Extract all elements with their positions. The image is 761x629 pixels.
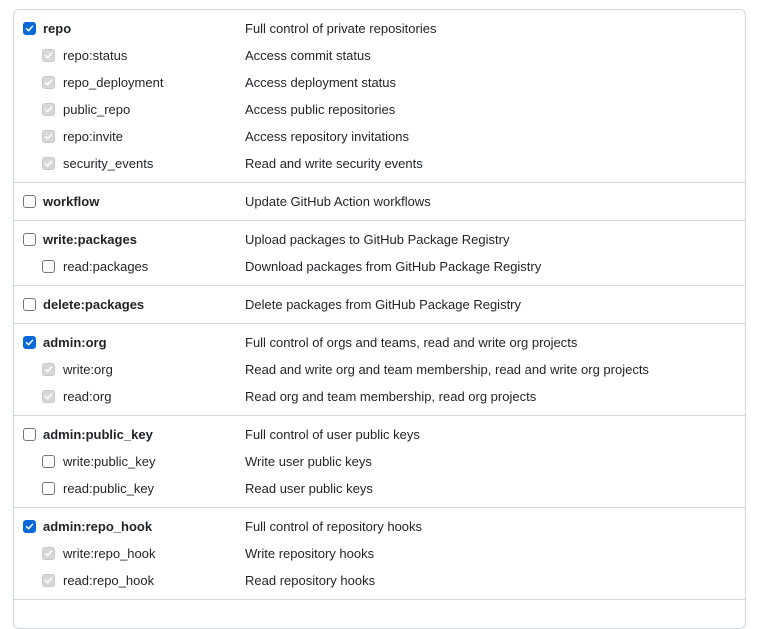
scope-name: admin:public_key — [43, 427, 153, 442]
checkmark-icon — [44, 78, 53, 87]
scope-name: read:org — [63, 389, 112, 404]
checkmark-icon — [44, 105, 53, 114]
scope-name: admin:org — [43, 335, 107, 350]
scope-name: repo:invite — [63, 129, 123, 144]
scope-row — [14, 188, 745, 215]
scope-row — [14, 150, 745, 177]
scope-row — [14, 15, 745, 42]
checkmark-icon — [44, 51, 53, 60]
scope-group — [14, 508, 745, 600]
scope-group — [14, 416, 745, 508]
scope-row — [14, 96, 745, 123]
scope-description: Read and write org and team membership, read and write org projects — [245, 362, 649, 377]
scope-description: Access public repositories — [245, 102, 396, 117]
scope-name: read:packages — [63, 259, 149, 274]
scope-checkbox — [42, 130, 55, 143]
scope-name: security_events — [63, 156, 154, 171]
scope-name: read:public_key — [63, 481, 155, 496]
scope-description: Read and write security events — [245, 156, 423, 171]
checkmark-icon — [44, 549, 53, 558]
scope-checkbox — [42, 49, 55, 62]
scope-row — [14, 226, 745, 253]
scope-row — [14, 253, 745, 280]
scope-group — [14, 221, 745, 286]
scope-row — [14, 69, 745, 96]
scope-description: Access deployment status — [245, 75, 397, 90]
scope-checkbox[interactable] — [42, 260, 55, 273]
scope-row — [14, 540, 745, 567]
scope-name: admin:repo_hook — [43, 519, 153, 534]
scope-description: Write user public keys — [245, 454, 372, 469]
checkmark-icon — [25, 338, 34, 347]
scope-checkbox[interactable] — [23, 22, 36, 35]
checkmark-icon — [44, 159, 53, 168]
scope-checkbox[interactable] — [42, 455, 55, 468]
scope-row — [14, 475, 745, 502]
scope-row — [14, 567, 745, 594]
scope-name: workflow — [43, 194, 100, 209]
scope-name: repo — [43, 21, 72, 36]
checkmark-icon — [44, 132, 53, 141]
scope-row — [14, 123, 745, 150]
scope-name: write:packages — [43, 232, 137, 247]
checkmark-icon — [44, 365, 53, 374]
scope-checkbox[interactable] — [23, 233, 36, 246]
scope-checkbox — [42, 76, 55, 89]
scope-checkbox[interactable] — [23, 195, 36, 208]
scope-name: delete:packages — [43, 297, 145, 312]
scope-description: Read org and team membership, read org projects — [245, 389, 537, 404]
scope-description: Full control of user public keys — [245, 427, 420, 442]
checkmark-icon — [25, 522, 34, 531]
scope-row — [14, 421, 745, 448]
scope-group — [14, 324, 745, 416]
scope-description: Access commit status — [245, 48, 371, 63]
scope-name: repo:status — [63, 48, 128, 63]
scope-checkbox — [42, 547, 55, 560]
scope-description: Full control of repository hooks — [245, 519, 423, 534]
scope-description: Full control of private repositories — [245, 21, 437, 36]
scope-checkbox — [42, 363, 55, 376]
checkmark-icon — [44, 392, 53, 401]
scope-row — [14, 448, 745, 475]
checkmark-icon — [44, 576, 53, 585]
token-scopes-list — [13, 9, 746, 629]
scope-description: Delete packages from GitHub Package Registry — [245, 297, 522, 312]
scope-row — [14, 513, 745, 540]
scope-description: Access repository invitations — [245, 129, 410, 144]
scope-row — [14, 42, 745, 69]
scope-description: Read repository hooks — [245, 573, 376, 588]
scope-checkbox[interactable] — [23, 428, 36, 441]
scope-description: Update GitHub Action workflows — [245, 194, 431, 209]
scope-checkbox[interactable] — [42, 482, 55, 495]
scope-row — [14, 291, 745, 318]
scope-name: read:repo_hook — [63, 573, 155, 588]
scope-group — [14, 183, 745, 221]
scope-row — [14, 383, 745, 410]
scope-description: Download packages from GitHub Package Registry — [245, 259, 542, 274]
scope-checkbox[interactable] — [23, 520, 36, 533]
scope-name: repo_deployment — [63, 75, 164, 90]
scope-checkbox[interactable] — [23, 336, 36, 349]
scope-name: write:org — [63, 362, 113, 377]
scope-group — [14, 10, 745, 183]
scope-row — [14, 329, 745, 356]
scope-checkbox — [42, 390, 55, 403]
scope-checkbox[interactable] — [23, 298, 36, 311]
scope-checkbox — [42, 157, 55, 170]
scope-checkbox — [42, 103, 55, 116]
scope-name: public_repo — [63, 102, 131, 117]
scope-description: Full control of orgs and teams, read and write org projects — [245, 335, 578, 350]
scope-row — [14, 356, 745, 383]
scope-name: write:public_key — [63, 454, 156, 469]
scope-description: Read user public keys — [245, 481, 373, 496]
scope-checkbox — [42, 574, 55, 587]
scope-description: Write repository hooks — [245, 546, 375, 561]
scope-description: Upload packages to GitHub Package Registry — [245, 232, 510, 247]
scope-group — [14, 286, 745, 324]
checkmark-icon — [25, 24, 34, 33]
scope-name: write:repo_hook — [63, 546, 156, 561]
